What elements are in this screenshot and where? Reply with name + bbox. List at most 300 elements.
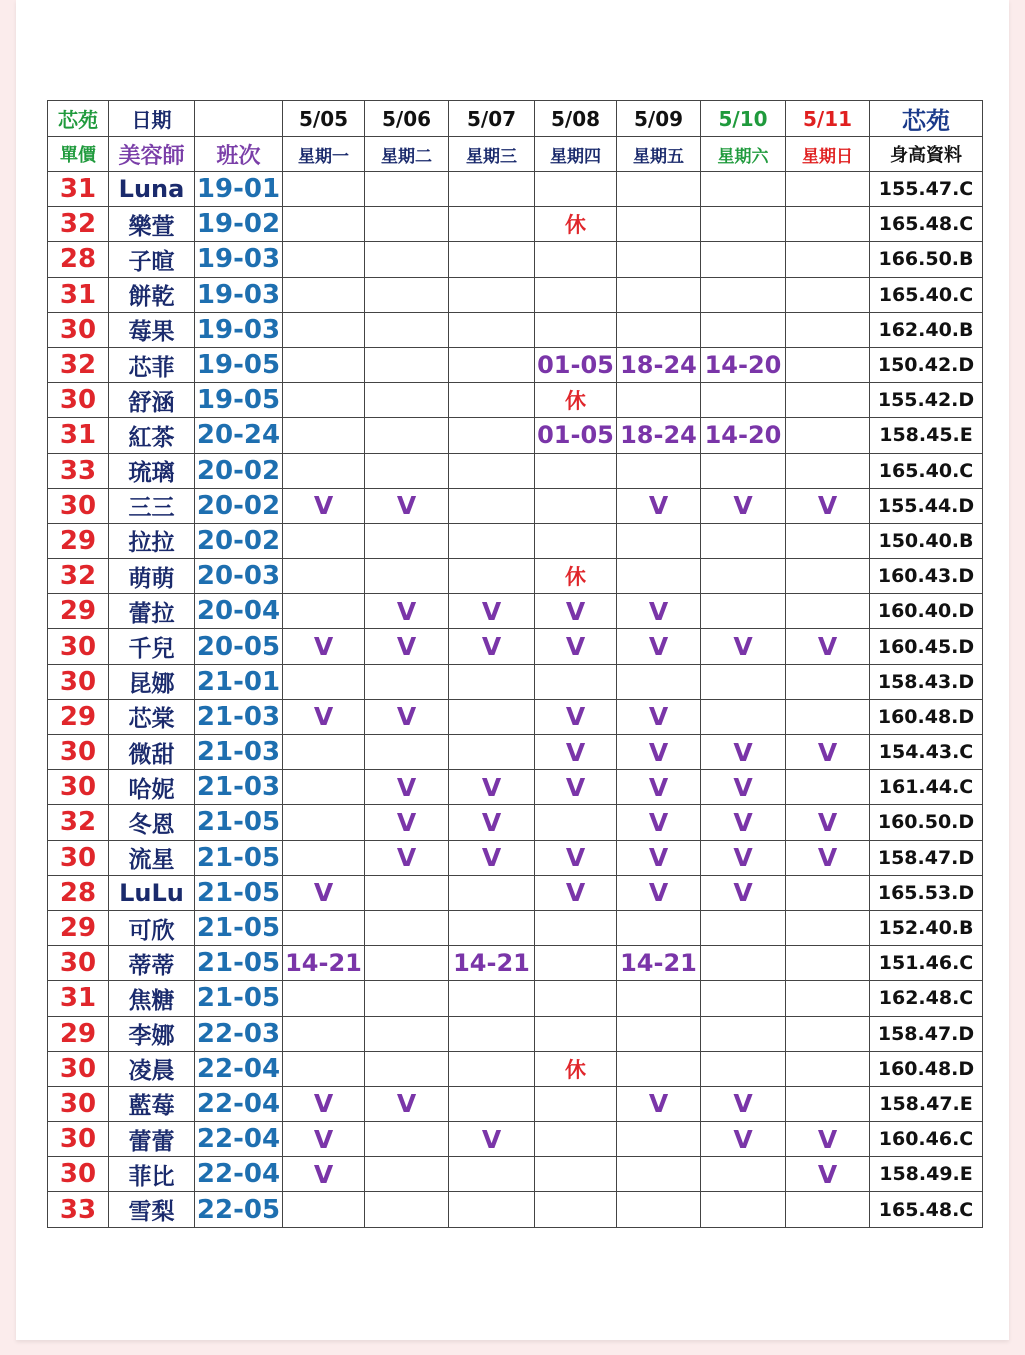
schedule-cell [617, 981, 701, 1016]
schedule-cell [786, 383, 870, 418]
schedule-cell [535, 1122, 617, 1157]
schedule-cell: V [535, 840, 617, 875]
beautician-name-cell: 焦糖 [109, 981, 195, 1016]
schedule-cell [365, 207, 449, 242]
shift-cell: 21-05 [195, 946, 283, 981]
table-row [48, 1192, 983, 1227]
beautician-name-cell: 蒂蒂 [109, 946, 195, 981]
schedule-cell [535, 172, 617, 207]
table-row [48, 207, 983, 242]
schedule-cell: 休 [535, 559, 617, 594]
stats-label: 身高資料 [870, 137, 983, 172]
price-cell: 32 [48, 347, 109, 382]
beautician-name-cell: 樂萱 [109, 207, 195, 242]
schedule-cell [786, 699, 870, 734]
schedule-cell [283, 1192, 365, 1227]
table-row [48, 383, 983, 418]
weekday-5: 星期六 [701, 137, 786, 172]
table-row [48, 312, 983, 347]
schedule-cell [786, 453, 870, 488]
stats-cell: 158.47.D [870, 1016, 983, 1051]
schedule-cell: V [535, 770, 617, 805]
schedule-cell: V [535, 875, 617, 910]
schedule-cell [786, 770, 870, 805]
schedule-cell [701, 1192, 786, 1227]
schedule-cell [535, 488, 617, 523]
schedule-cell [786, 523, 870, 558]
schedule-cell [535, 664, 617, 699]
shift-cell: 20-02 [195, 453, 283, 488]
schedule-cell [701, 910, 786, 945]
price-cell: 29 [48, 594, 109, 629]
schedule-cell [617, 207, 701, 242]
schedule-cell: 休 [535, 1051, 617, 1086]
schedule-cell [617, 910, 701, 945]
shift-cell: 19-03 [195, 242, 283, 277]
stats-cell: 158.45.E [870, 418, 983, 453]
schedule-cell: V [365, 1086, 449, 1121]
price-cell: 31 [48, 981, 109, 1016]
schedule-cell [535, 523, 617, 558]
schedule-cell: V [365, 629, 449, 664]
schedule-cell [283, 207, 365, 242]
schedule-cell: V [786, 1122, 870, 1157]
schedule-cell [535, 1192, 617, 1227]
stats-cell: 158.43.D [870, 664, 983, 699]
schedule-cell: V [786, 805, 870, 840]
schedule-cell [365, 242, 449, 277]
schedule-cell [365, 312, 449, 347]
schedule-cell: V [617, 735, 701, 770]
schedule-cell [449, 418, 535, 453]
price-cell: 30 [48, 664, 109, 699]
shift-cell: 22-05 [195, 1192, 283, 1227]
schedule-cell [786, 242, 870, 277]
schedule-cell: V [449, 805, 535, 840]
schedule-cell [449, 735, 535, 770]
price-cell: 28 [48, 875, 109, 910]
beautician-name-cell: 昆娜 [109, 664, 195, 699]
price-cell: 30 [48, 1086, 109, 1121]
schedule-cell [535, 312, 617, 347]
date-2: 5/07 [449, 101, 535, 137]
stats-cell: 162.40.B [870, 312, 983, 347]
schedule-cell [535, 805, 617, 840]
schedule-cell [786, 981, 870, 1016]
schedule-cell: V [365, 594, 449, 629]
schedule-cell: V [535, 699, 617, 734]
stats-cell: 150.42.D [870, 347, 983, 382]
schedule-cell: V [701, 735, 786, 770]
schedule-cell: V [617, 1086, 701, 1121]
schedule-cell [365, 664, 449, 699]
stats-cell: 165.40.C [870, 277, 983, 312]
shift-cell: 21-05 [195, 981, 283, 1016]
price-cell: 29 [48, 523, 109, 558]
price-cell: 30 [48, 1122, 109, 1157]
table-row [48, 1122, 983, 1157]
beautician-name-cell: 流星 [109, 840, 195, 875]
schedule-cell [283, 594, 365, 629]
schedule-cell: 14-21 [283, 946, 365, 981]
shift-cell: 21-05 [195, 840, 283, 875]
stats-cell: 155.42.D [870, 383, 983, 418]
stats-cell: 158.47.D [870, 840, 983, 875]
price-cell: 32 [48, 559, 109, 594]
table-row [48, 1086, 983, 1121]
schedule-cell [617, 277, 701, 312]
table-row [48, 242, 983, 277]
beautician-name-cell: 冬恩 [109, 805, 195, 840]
schedule-cell [283, 1016, 365, 1051]
shift-cell: 22-04 [195, 1157, 283, 1192]
schedule-cell: V [283, 875, 365, 910]
table-row [48, 910, 983, 945]
schedule-cell [701, 172, 786, 207]
shift-cell: 19-03 [195, 277, 283, 312]
shift-cell: 22-03 [195, 1016, 283, 1051]
schedule-cell: 18-24 [617, 418, 701, 453]
schedule-cell [786, 312, 870, 347]
stats-cell: 150.40.B [870, 523, 983, 558]
price-cell: 30 [48, 840, 109, 875]
beautician-name-cell: 雪梨 [109, 1192, 195, 1227]
schedule-cell [786, 910, 870, 945]
schedule-cell [365, 1051, 449, 1086]
shift-cell: 20-24 [195, 418, 283, 453]
schedule-cell [617, 1157, 701, 1192]
date-1: 5/06 [365, 101, 449, 137]
schedule-cell: 14-21 [449, 946, 535, 981]
beautician-name-cell: 子暄 [109, 242, 195, 277]
schedule-cell: V [617, 488, 701, 523]
shift-cell: 21-03 [195, 699, 283, 734]
header-row-dates [48, 101, 983, 137]
schedule-cell [449, 981, 535, 1016]
schedule-cell: V [701, 770, 786, 805]
schedule-cell [365, 383, 449, 418]
beautician-name-cell: 拉拉 [109, 523, 195, 558]
schedule-cell [786, 418, 870, 453]
schedule-cell [449, 1086, 535, 1121]
schedule-cell [617, 383, 701, 418]
stats-cell: 155.44.D [870, 488, 983, 523]
schedule-cell [365, 946, 449, 981]
schedule-cell [365, 559, 449, 594]
schedule-cell: V [283, 629, 365, 664]
schedule-cell [365, 172, 449, 207]
schedule-cell: V [449, 1122, 535, 1157]
schedule-cell [535, 277, 617, 312]
schedule-cell: V [449, 770, 535, 805]
schedule-cell [449, 664, 535, 699]
table-row [48, 805, 983, 840]
schedule-cell: 01-05 [535, 347, 617, 382]
table-row [48, 699, 983, 734]
date-6: 5/11 [786, 101, 870, 137]
schedule-cell: 14-20 [701, 347, 786, 382]
schedule-cell: V [617, 594, 701, 629]
schedule-cell [449, 523, 535, 558]
schedule-cell [617, 242, 701, 277]
stats-cell: 160.46.C [870, 1122, 983, 1157]
price-cell: 33 [48, 1192, 109, 1227]
schedule-cell: V [449, 840, 535, 875]
beautician-name-cell: 三三 [109, 488, 195, 523]
schedule-cell: V [786, 1157, 870, 1192]
beautician-name-cell: 蕾蕾 [109, 1122, 195, 1157]
price-cell: 31 [48, 172, 109, 207]
schedule-cell: V [535, 594, 617, 629]
schedule-cell: V [786, 840, 870, 875]
schedule-cell: V [365, 770, 449, 805]
schedule-cell [365, 1016, 449, 1051]
schedule-cell [449, 347, 535, 382]
schedule-cell [535, 1157, 617, 1192]
schedule-cell: V [701, 805, 786, 840]
schedule-cell [617, 1192, 701, 1227]
beautician-name-cell: 李娜 [109, 1016, 195, 1051]
schedule-cell [617, 172, 701, 207]
schedule-cell [365, 453, 449, 488]
price-label: 單價 [48, 137, 109, 172]
schedule-cell [701, 664, 786, 699]
schedule-cell [535, 453, 617, 488]
stats-cell: 158.49.E [870, 1157, 983, 1192]
schedule-cell: V [449, 629, 535, 664]
table-row [48, 453, 983, 488]
stats-cell: 160.50.D [870, 805, 983, 840]
brand-left: 芯苑 [48, 101, 109, 137]
table-row [48, 1157, 983, 1192]
schedule-cell [786, 875, 870, 910]
table-row [48, 594, 983, 629]
price-cell: 30 [48, 735, 109, 770]
date-0: 5/05 [283, 101, 365, 137]
schedule-cell: V [365, 488, 449, 523]
schedule-cell [283, 172, 365, 207]
price-cell: 30 [48, 312, 109, 347]
weekday-6: 星期日 [786, 137, 870, 172]
stats-cell: 160.48.D [870, 1051, 983, 1086]
schedule-cell [617, 453, 701, 488]
stats-cell: 161.44.C [870, 770, 983, 805]
schedule-cell: 14-21 [617, 946, 701, 981]
schedule-cell [535, 1086, 617, 1121]
shift-cell: 19-03 [195, 312, 283, 347]
beautician-name-cell: 微甜 [109, 735, 195, 770]
stats-cell: 162.48.C [870, 981, 983, 1016]
schedule-cell [786, 207, 870, 242]
schedule-cell [449, 699, 535, 734]
shift-cell: 21-05 [195, 875, 283, 910]
table-row [48, 488, 983, 523]
schedule-cell [617, 523, 701, 558]
schedule-cell [365, 277, 449, 312]
schedule-cell [701, 594, 786, 629]
schedule-cell [283, 559, 365, 594]
schedule-table [47, 100, 983, 1228]
schedule-cell [786, 594, 870, 629]
shift-cell: 19-01 [195, 172, 283, 207]
date-5: 5/10 [701, 101, 786, 137]
beautician-name-cell: 芯棠 [109, 699, 195, 734]
schedule-cell [701, 1051, 786, 1086]
table-row [48, 347, 983, 382]
schedule-cell [617, 1051, 701, 1086]
price-cell: 29 [48, 910, 109, 945]
table-row [48, 946, 983, 981]
schedule-cell [283, 418, 365, 453]
schedule-cell [786, 559, 870, 594]
schedule-cell [701, 453, 786, 488]
schedule-cell [449, 172, 535, 207]
schedule-cell [449, 875, 535, 910]
table-row [48, 664, 983, 699]
schedule-cell [365, 1192, 449, 1227]
stats-cell: 160.40.D [870, 594, 983, 629]
schedule-cell [449, 559, 535, 594]
table-row [48, 840, 983, 875]
schedule-cell [701, 559, 786, 594]
beautician-name-cell: 蕾拉 [109, 594, 195, 629]
schedule-cell: V [283, 488, 365, 523]
schedule-cell: V [535, 735, 617, 770]
weekday-4: 星期五 [617, 137, 701, 172]
beautician-name-cell: 琉璃 [109, 453, 195, 488]
schedule-cell: V [617, 770, 701, 805]
schedule-cell [283, 242, 365, 277]
table-row [48, 735, 983, 770]
schedule-cell [701, 523, 786, 558]
schedule-cell: V [283, 1157, 365, 1192]
schedule-cell [701, 981, 786, 1016]
schedule-cell [283, 347, 365, 382]
schedule-cell [283, 383, 365, 418]
schedule-cell: V [701, 1122, 786, 1157]
price-cell: 30 [48, 629, 109, 664]
schedule-cell [449, 383, 535, 418]
schedule-cell [701, 946, 786, 981]
schedule-cell [365, 875, 449, 910]
beautician-name-cell: 紅茶 [109, 418, 195, 453]
stats-cell: 165.48.C [870, 207, 983, 242]
schedule-cell [786, 1051, 870, 1086]
schedule-cell: V [449, 594, 535, 629]
schedule-cell: V [535, 629, 617, 664]
shift-cell: 21-03 [195, 735, 283, 770]
beautician-name-cell: 莓果 [109, 312, 195, 347]
header-blank [195, 101, 283, 137]
schedule-cell [701, 1016, 786, 1051]
stats-cell: 158.47.E [870, 1086, 983, 1121]
price-cell: 33 [48, 453, 109, 488]
schedule-cell [617, 559, 701, 594]
shift-label: 班次 [195, 137, 283, 172]
schedule-cell [701, 1157, 786, 1192]
schedule-cell [283, 735, 365, 770]
beautician-name-cell: 藍莓 [109, 1086, 195, 1121]
schedule-cell [283, 770, 365, 805]
schedule-cell [701, 277, 786, 312]
schedule-cell: V [786, 735, 870, 770]
table-row [48, 277, 983, 312]
shift-cell: 22-04 [195, 1122, 283, 1157]
schedule-cell [786, 664, 870, 699]
schedule-cell: V [283, 1086, 365, 1121]
schedule-cell: V [786, 488, 870, 523]
schedule-cell [786, 347, 870, 382]
price-cell: 30 [48, 770, 109, 805]
shift-cell: 21-01 [195, 664, 283, 699]
schedule-cell [701, 312, 786, 347]
schedule-cell [786, 1016, 870, 1051]
schedule-cell [535, 1016, 617, 1051]
schedule-cell [365, 1122, 449, 1157]
schedule-cell [535, 946, 617, 981]
schedule-cell: V [365, 840, 449, 875]
schedule-cell: V [701, 629, 786, 664]
schedule-cell: V [786, 629, 870, 664]
table-row [48, 1016, 983, 1051]
schedule-cell [283, 664, 365, 699]
table-row [48, 1051, 983, 1086]
schedule-cell: V [617, 699, 701, 734]
table-row [48, 523, 983, 558]
stats-cell: 165.48.C [870, 1192, 983, 1227]
schedule-cell: 休 [535, 207, 617, 242]
shift-cell: 19-05 [195, 383, 283, 418]
schedule-cell [617, 1016, 701, 1051]
table-row [48, 418, 983, 453]
schedule-cell: 14-20 [701, 418, 786, 453]
schedule-cell [365, 735, 449, 770]
table-row [48, 172, 983, 207]
price-cell: 29 [48, 699, 109, 734]
schedule-cell: V [617, 629, 701, 664]
schedule-cell: 休 [535, 383, 617, 418]
schedule-cell: V [701, 840, 786, 875]
stats-cell: 160.43.D [870, 559, 983, 594]
schedule-cell: V [617, 805, 701, 840]
stats-cell: 166.50.B [870, 242, 983, 277]
shift-cell: 21-05 [195, 805, 283, 840]
beautician-name-cell: 芯菲 [109, 347, 195, 382]
stats-cell: 151.46.C [870, 946, 983, 981]
shift-cell: 20-02 [195, 488, 283, 523]
schedule-cell [449, 1016, 535, 1051]
price-cell: 30 [48, 488, 109, 523]
shift-cell: 19-02 [195, 207, 283, 242]
stats-cell: 165.40.C [870, 453, 983, 488]
schedule-cell [701, 242, 786, 277]
schedule-cell: V [617, 840, 701, 875]
schedule-cell: V [701, 488, 786, 523]
price-cell: 30 [48, 946, 109, 981]
table-row [48, 981, 983, 1016]
price-cell: 31 [48, 277, 109, 312]
beautician-name-cell: 餅乾 [109, 277, 195, 312]
price-cell: 28 [48, 242, 109, 277]
shift-cell: 20-04 [195, 594, 283, 629]
schedule-cell [617, 312, 701, 347]
schedule-cell [535, 242, 617, 277]
price-cell: 30 [48, 1157, 109, 1192]
shift-cell: 22-04 [195, 1086, 283, 1121]
schedule-cell [449, 453, 535, 488]
schedule-cell [365, 1157, 449, 1192]
schedule-cell: V [283, 699, 365, 734]
